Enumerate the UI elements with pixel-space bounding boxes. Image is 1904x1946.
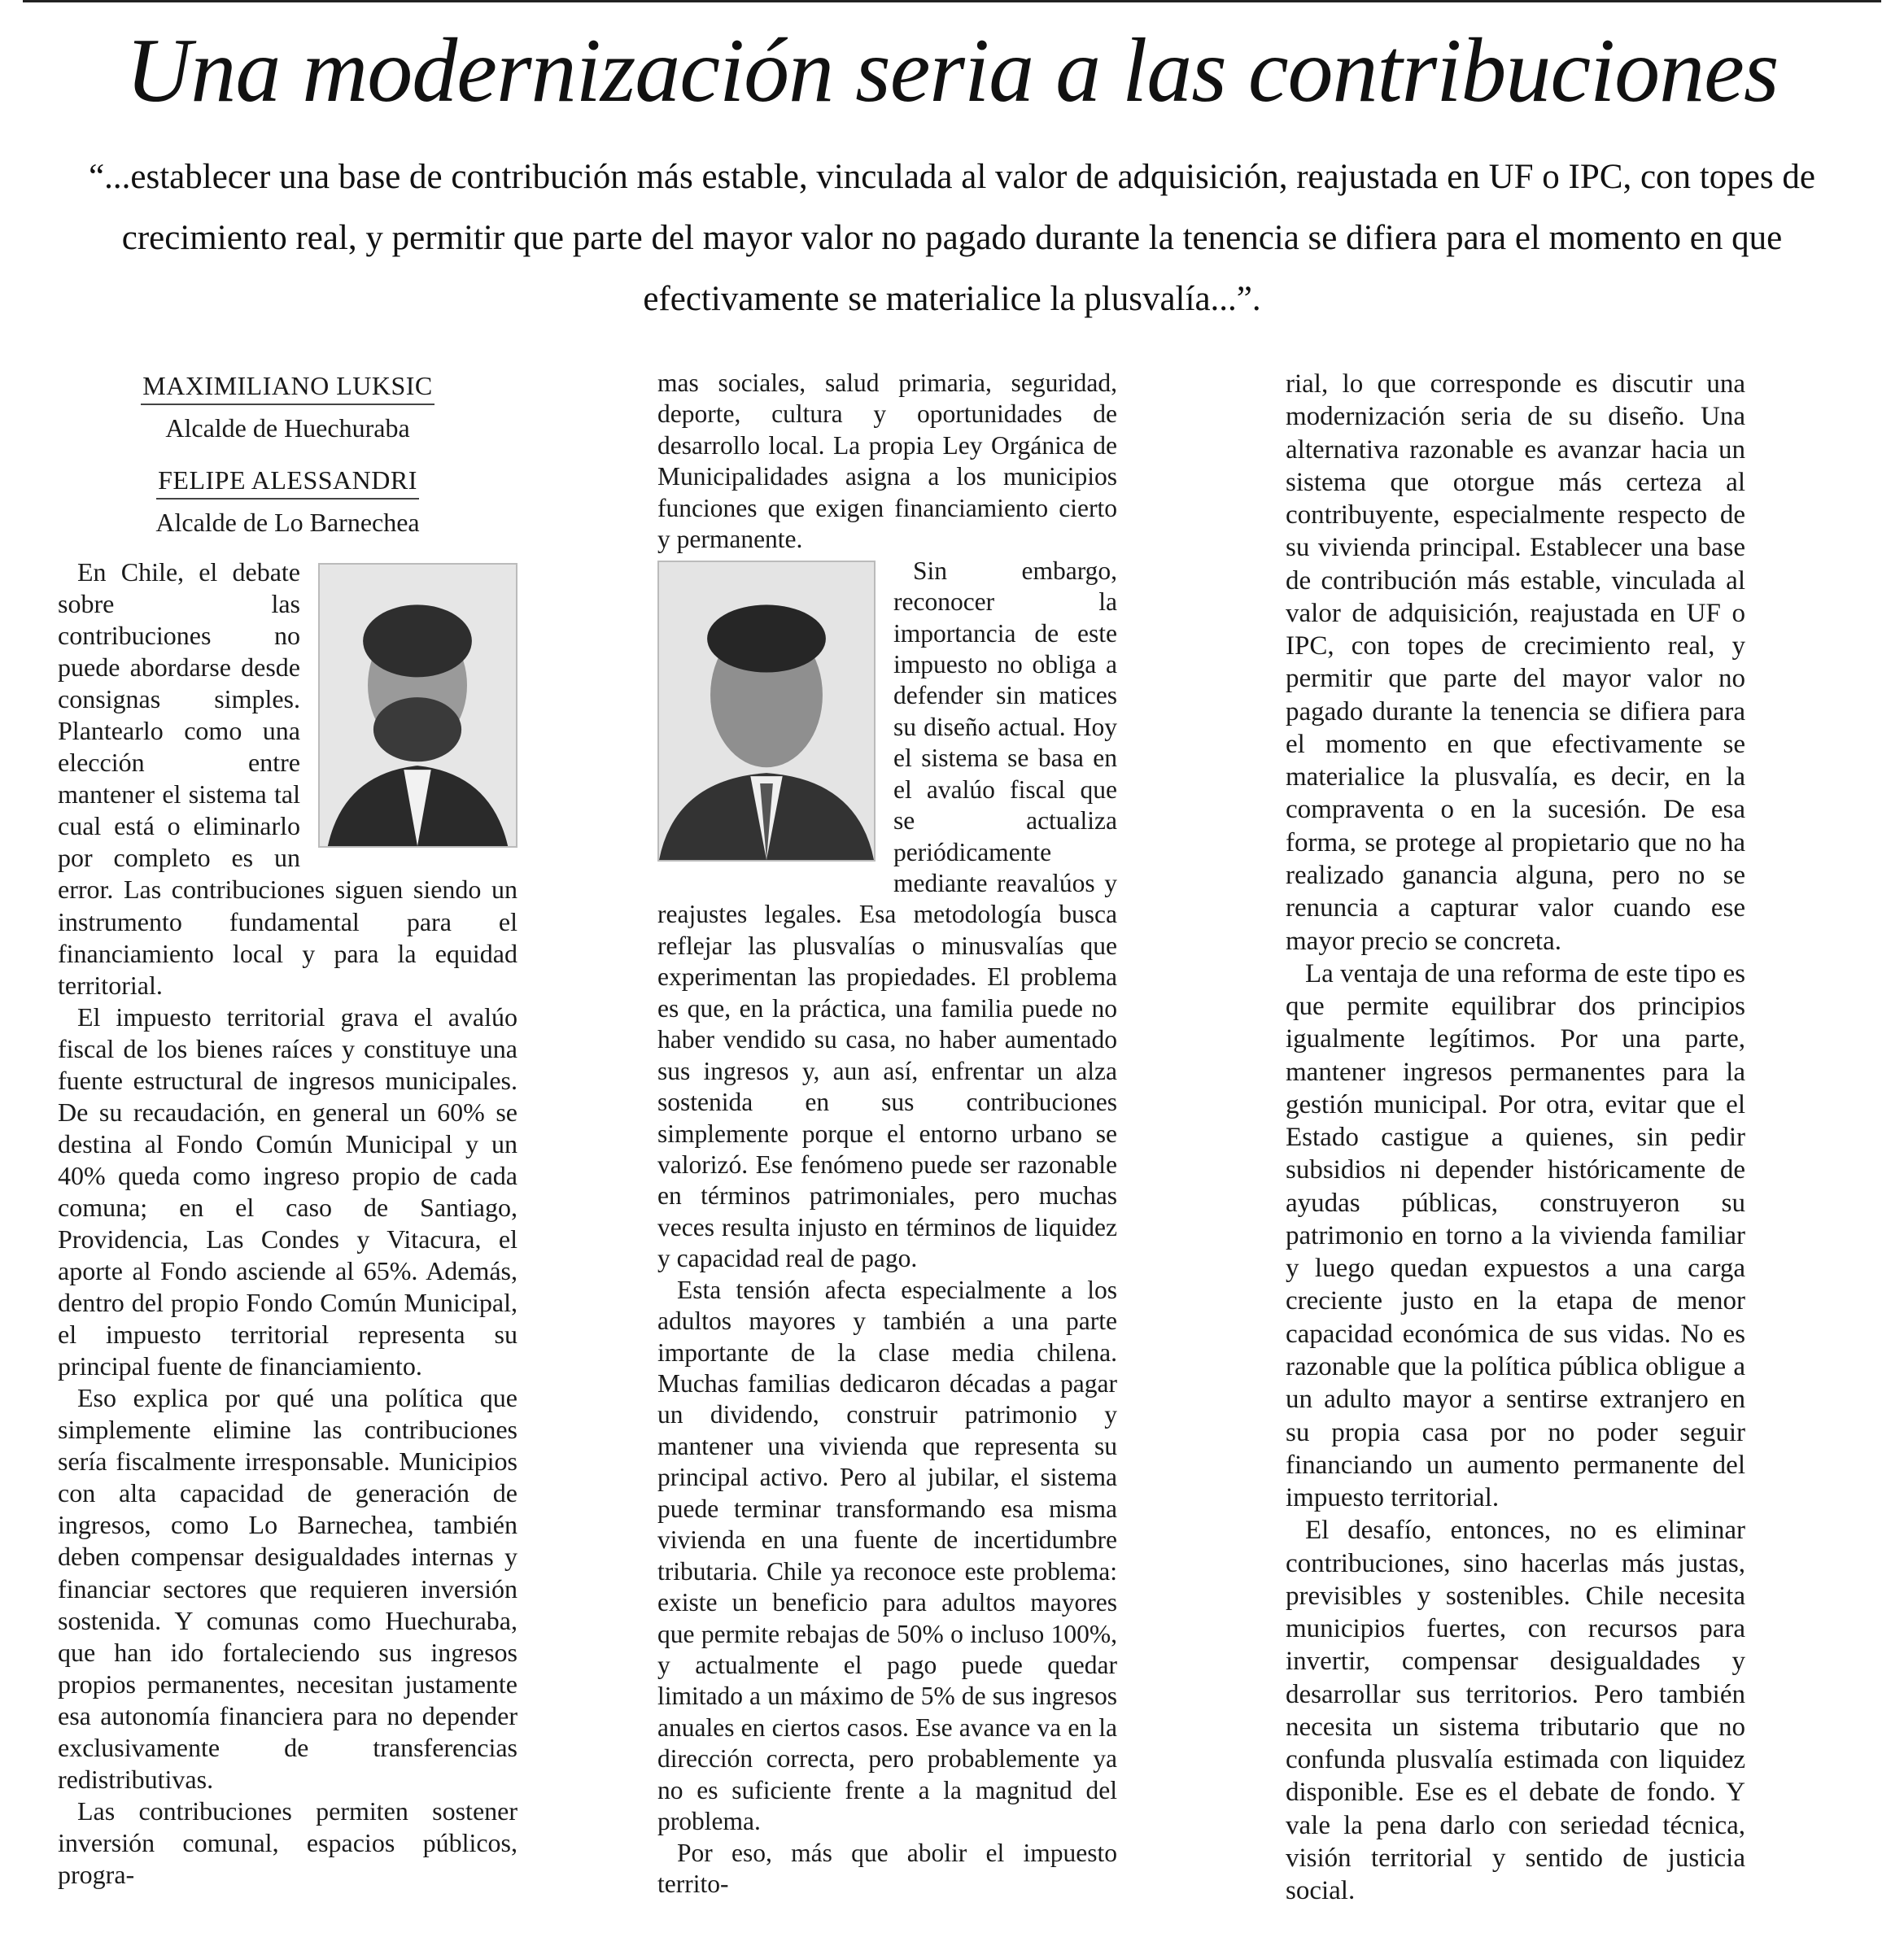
portrait-photo-alessandri [657,561,876,862]
author-name-1: MAXIMILIANO LUKSIC [141,368,435,405]
article-column-3 [1286,368,1745,1922]
paragraph: mas sociales, salud primaria, seguridad, deporte, cultura y oportunidades de desarrollo local. La propia Ley Orgánica de Municipalidades asigna a los municipios funciones que exigen financiamiento cierto y permanente. [657,369,1117,554]
top-rule [23,0,1881,2]
byline [90,368,485,539]
paragraph: Las contribuciones permiten sostener inversión comunal, espacios públicos, progra- [58,1795,517,1889]
paragraph: rial, lo que corresponde es discutir una modernización seria de su diseño. Una alternativa razonable es avanzar hacia un sistema que otorgue más certeza al contribuyente, especialmente respecto de su vivienda principal. Establecer una base de contribución más estable, vinculada al valor de adquisición, reajustada en UF o IPC, con topes de crecimiento real, y permitir que parte del mayor valor no pagado durante la tenencia se difiera para el momento en que efectivamente se materialice la plusvalía, es decir, en la compraventa o en la sucesión. De esa forma, se protege al propietario que no ha realizado ganancia alguna, pero no se renuncia a capturar valor cuando ese mayor precio se concreta. [1286,369,1745,956]
author-role-2: Alcalde de Lo Barnechea [155,508,420,537]
paragraph: Eso explica por qué una política que simplemente elimine las contribuciones sería fiscalmente irresponsable. Municipios con alta capacidad de generación de ingresos, como Lo Barnechea, también deben compensar desigualdades internas y financiar sectores que requieren inversión sostenida. Y comunas como Huechuraba, que han ido fortaleciendo sus ingresos propios permanentes, necesitan justamente esa autonomía financiera para no depender exclusivamente de transferencias redistributivas. [58,1383,517,1794]
paragraph-with-photo [58,556,517,1001]
article-column-1 [58,368,517,1922]
portrait-photo-luksic [318,563,517,848]
paragraph: El impuesto territorial grava el avalúo fiscal de los bienes raíces y constituye una fuente estructural de ingresos municipales. De su recaudación, en general un 60% se destina al Fondo Común Municipal y un 40% queda como ingreso propio de cada comuna; en el caso de Santiago, Providencia, Las Condes y Vitacura, el aporte al Fondo asciende al 65%. Además, dentro del propio Fondo Común Municipal, el impuesto territorial representa su principal fuente de financiamiento. [58,1001,517,1381]
author-role-1: Alcalde de Huechuraba [165,413,410,443]
paragraph: Por eso, más que abolir el impuesto territo- [657,1838,1117,1898]
paragraph: El desafío, entonces, no es eliminar contribuciones, sino hacerlas más justas, previsibles y sostenibles. Chile necesita municipios fuertes, con recursos para invertir, compensar desigualdades y desarrollar sus territorios. Pero también necesita un sistema tributario que no confunda plusvalía estimada con liquidez disponible. Ese es el debate de fondo. Y vale la pena darlo con seriedad técnica, visión territorial y sentido de justicia social. [1286,1516,1745,1906]
paragraph-with-photo [657,556,1117,1275]
author-name-2: FELIPE ALESSANDRI [156,462,419,500]
paragraph-text: Sin embargo, reconocer la importancia de este impuesto no obliga a defender sin matices su diseño actual. Hoy el sistema se basa en el avalúo fiscal que se actualiza periódicamente mediante reavalúos y reajustes legales. Esa metodología busca reflejar las plusvalías o minusvalías que experimentan las propiedades. El problema es que, en la práctica, una familia puede no haber vendido su casa, no haber aumentado sus ingresos y, aun así, enfrentar un alza sostenida en sus contribuciones simplemente porque el entorno urbano se valorizó. Ese fenómeno puede ser razonable en términos patrimoniales, pero muchas veces resulta injusto en términos de liquidez y capacidad real de pago. [657,556,1117,1273]
article-title: Una modernización seria a las contribuciones [125,20,1779,121]
article-column-2 [657,368,1117,1922]
pull-quote: “...establecer una base de contribución más estable, vinculada al valor de adquisición, reajustada en UF o IPC, con topes de crecimiento real, y permitir que parte del mayor valor no pagado durante la tenencia se difiera para el momento en que efectivamente se materialice la plusvalía...”. [89,158,1815,318]
paragraph: Esta tensión afecta especialmente a los adultos mayores y también a una parte importante de la clase media chilena. Muchas familias dedicaron décadas a pagar un dividendo, construir patrimonio y mantener una vivienda que representa su principal activo. Pero al jubilar, el sistema puede terminar transformando esa misma vivienda en una fuente de incertidumbre tributaria. Chile ya reconoce este problema: existe un beneficio para adultos mayores que permite rebajas de 50% o incluso 100%, y actualmente el pago puede quedar limitado a un máximo de 5% de sus ingresos anuales en ciertos casos. Ese avance va en la dirección correcta, pero probablemente ya no es suficiente frente a la magnitud del problema. [657,1275,1117,1836]
paragraph-text: En Chile, el debate sobre las contribuciones no puede abordarse desde consignas simples. Plantearlo como una elección entre mantener el sistema tal cual está o eliminarlo por completo es un error. Las contribuciones siguen siendo un instrumento fundamental para el financiamiento local y para la equidad territorial. [58,557,517,1000]
paragraph: La ventaja de una reforma de este tipo es que permite equilibrar dos principios igualmente legítimos. Por una parte, mantener ingresos permanentes para la gestión municipal. Por otra, evitar que el Estado castigue a quienes, sin pedir subsidios ni depender históricamente de ayudas públicas, construyeron su patrimonio en torno a la vivienda familiar y luego quedan expuestos a una carga creciente justo en la etapa de menor capacidad económica de sus vidas. No es razonable que la política pública obligue a un adulto mayor a sentirse extranjero en su propia casa por no poder seguir financiando un aumento permanente del impuesto territorial. [1286,958,1745,1513]
